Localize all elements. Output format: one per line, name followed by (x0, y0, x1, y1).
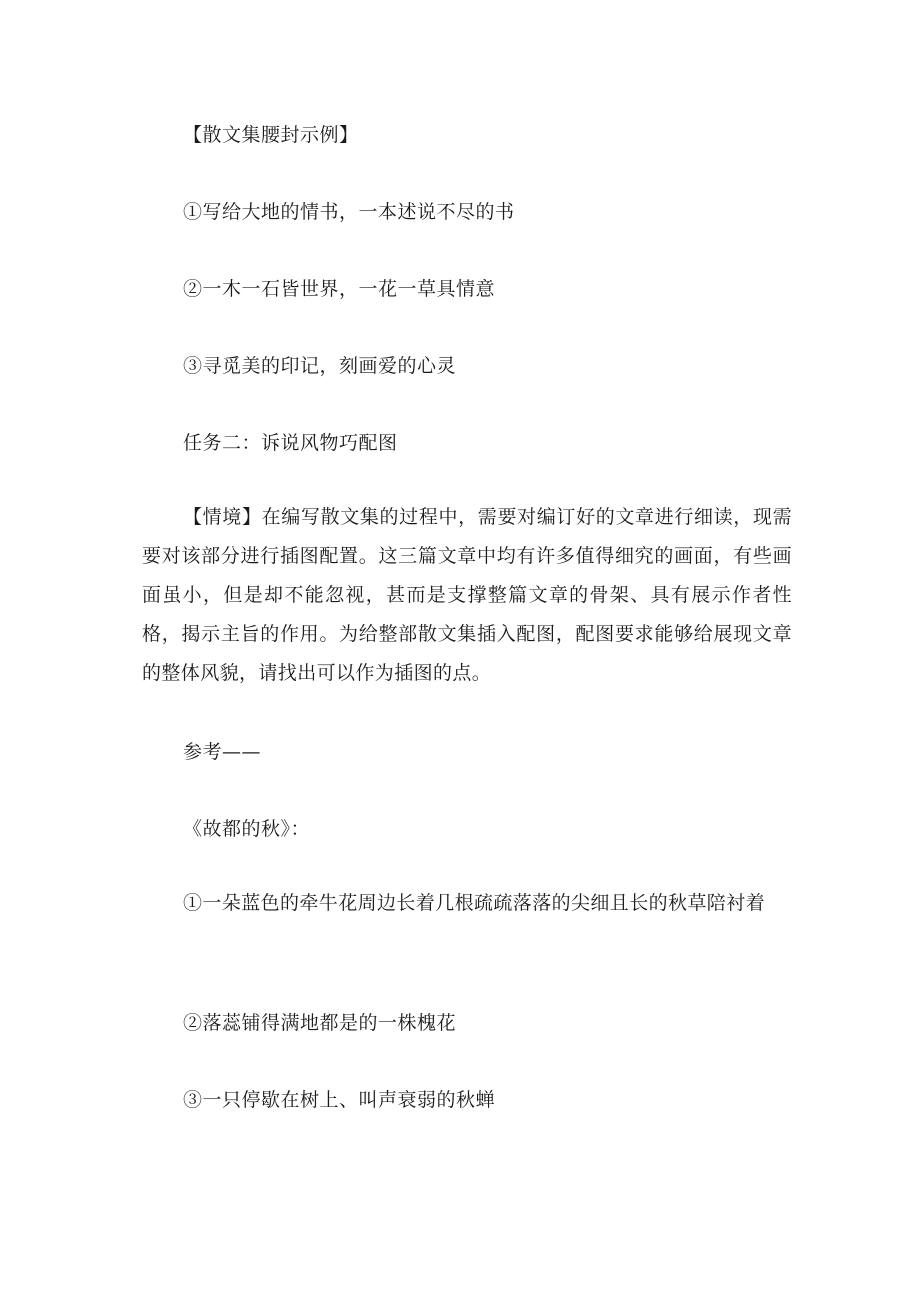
scenario-paragraph: 【情境】在编写散文集的过程中，需要对编订好的文章进行细读，现需要对该部分进行插图配置。这三篇文章中均有许多值得细究的画面，有些画面虽小，但是却不能忽视，甚而是支撑整篇文章的骨架、具有展示作者性格，揭示主旨的作用。为给整部散文集插入配图，配图要求能够给展现文章的整体风貌，请找出可以作为插图的点。 (142, 506, 792, 684)
waist-seal-item-2: ②一木一石皆世界，一花一草具情意 (183, 278, 496, 300)
waist-seal-item-1: ①写给大地的情书，一本述说不尽的书 (183, 201, 515, 223)
waist-seal-item-3: ③寻觅美的印记，刻画爱的心灵 (183, 355, 457, 377)
article-item-1: ①一朵蓝色的牵牛花周边长着几根疏疏落落的尖细且长的秋草陪衬着 (183, 892, 766, 914)
reference-label: 参考—— (183, 741, 262, 763)
task-two-title: 任务二：诉说风物巧配图 (183, 432, 398, 454)
waist-seal-heading: 【散文集腰封示例】 (183, 124, 359, 146)
article-item-2: ②落蕊铺得满地都是的一株槐花 (183, 1012, 457, 1034)
article-title: 《故都的秋》： (183, 818, 311, 840)
article-item-3: ③一只停歇在树上、叫声衰弱的秋蝉 (183, 1089, 496, 1111)
